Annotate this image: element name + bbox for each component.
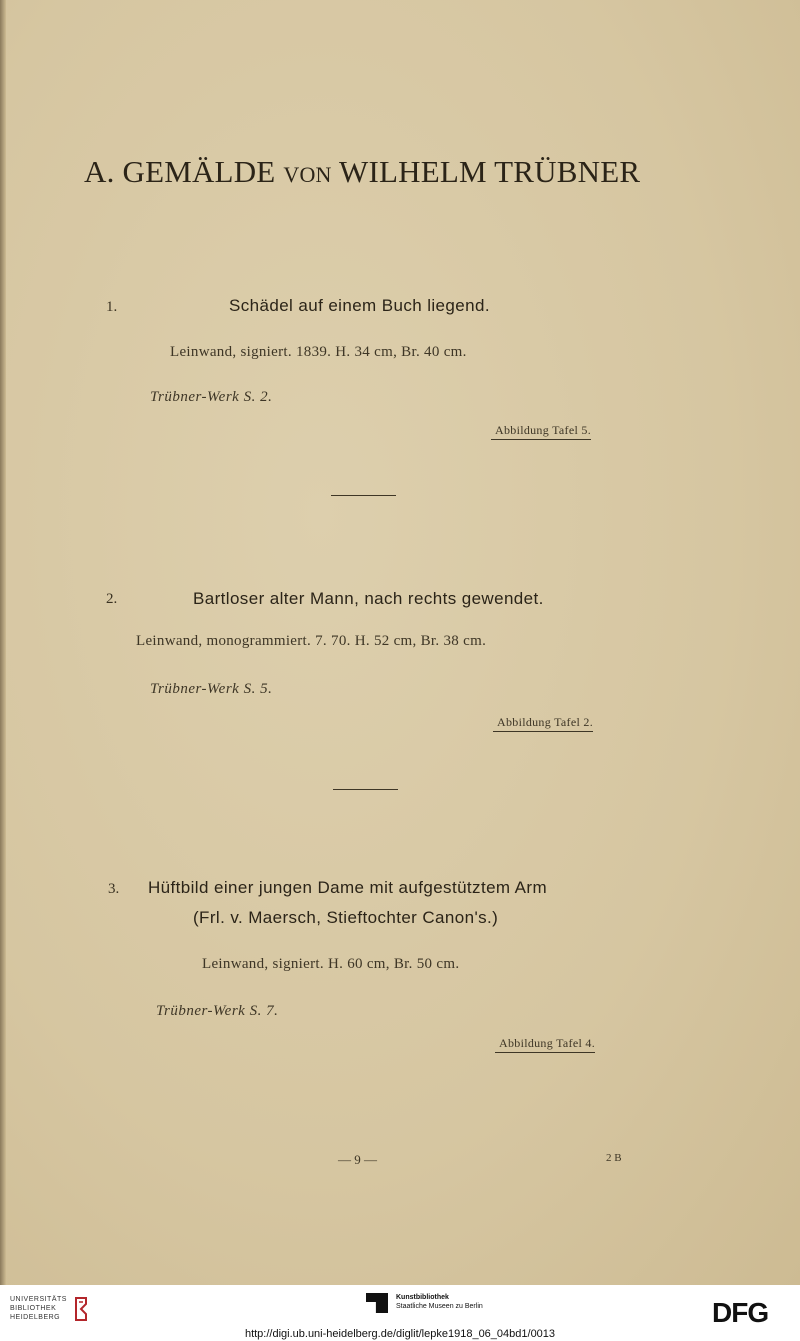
entry-1-reference: Trübner-Werk S. 2. — [150, 389, 273, 405]
university-library-logo[interactable] — [10, 1295, 89, 1322]
entry-2-heading: Bartloser alter Mann, nach rechts gewendet. — [193, 589, 544, 608]
entry-2-description: Leinwand, monogrammiert. 7. 70. H. 52 cm, Br. 38 cm. — [136, 633, 487, 649]
page-number: — 9 — — [338, 1152, 377, 1167]
heidelberg-seal-icon — [73, 1296, 89, 1322]
entry-3-heading-subtitle: (Frl. v. Maersch, Stieftochter Canon's.) — [193, 908, 499, 927]
entry-3-heading: Hüftbild einer jungen Dame mit aufgestütztem Arm — [148, 878, 548, 897]
entry-2-reference: Trübner-Werk S. 5. — [150, 681, 273, 697]
entry-3-reference: Trübner-Werk S. 7. — [156, 1003, 279, 1019]
entry-1-description: Leinwand, signiert. 1839. H. 34 cm, Br. 40 cm. — [170, 344, 467, 360]
permalink-url[interactable]: http://digi.ub.uni-heidelberg.de/diglit/lepke1918_06_04bd1/0013 — [244, 1328, 556, 1340]
entry-1-heading: Schädel auf einem Buch liegend. — [229, 296, 490, 315]
entry-1-illustration: Abbildung Tafel 5. — [491, 423, 591, 440]
separator-rule — [331, 495, 396, 496]
university-line-3: HEIDELBERG — [10, 1314, 61, 1321]
entry-2-number: 2. — [106, 591, 118, 607]
entry-1-number: 1. — [106, 299, 118, 315]
kunstbibliothek-icon — [366, 1293, 388, 1313]
university-line-1: UNIVERSITÄTS — [10, 1296, 67, 1303]
page-title: A. GEMÄLDE VON WILHELM TRÜBNER — [84, 154, 641, 189]
entry-2-illustration: Abbildung Tafel 2. — [493, 715, 593, 732]
kunstbibliothek-logo[interactable] — [366, 1293, 483, 1313]
entry-3-number: 3. — [108, 881, 120, 897]
entry-3-description: Leinwand, signiert. H. 60 cm, Br. 50 cm. — [202, 956, 460, 972]
university-line-2: BIBLIOTHEK — [10, 1305, 57, 1312]
signature-mark: 2 B — [606, 1152, 622, 1164]
kunstbibliothek-subtitle: Staatliche Museen zu Berlin — [396, 1303, 483, 1310]
separator-rule — [333, 789, 398, 790]
dfg-logo[interactable]: DFG — [712, 1297, 769, 1328]
page-spine-shadow — [0, 0, 6, 1285]
entry-3-illustration: Abbildung Tafel 4. — [495, 1036, 595, 1053]
kunstbibliothek-name: Kunstbibliothek — [396, 1294, 449, 1301]
